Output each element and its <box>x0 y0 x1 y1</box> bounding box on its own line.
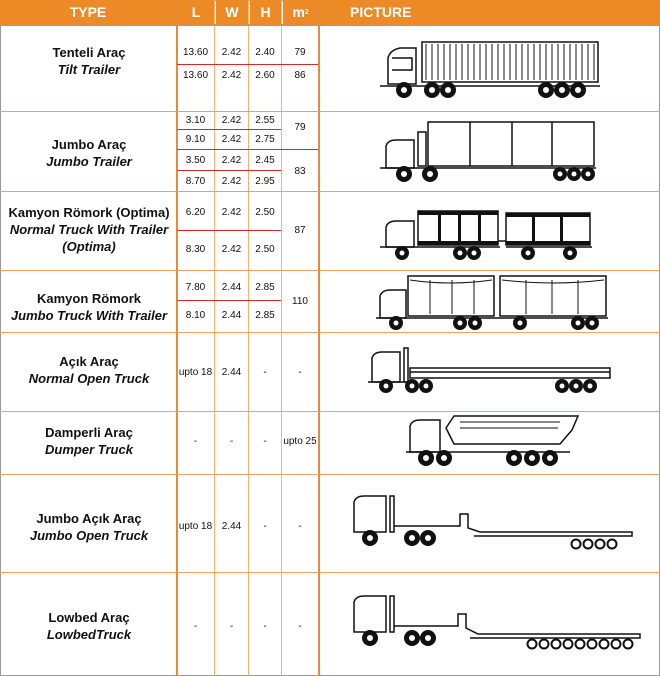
cell-l: 3.10 <box>185 114 206 126</box>
row-divider <box>0 270 660 271</box>
sub-divider <box>177 64 318 65</box>
cell-w: 2.42 <box>221 46 242 58</box>
cell-l: 13.60 <box>182 69 209 81</box>
truck-with-trailer-icon <box>320 199 660 265</box>
type-en-2: (Optima) <box>62 239 116 254</box>
cell-w: 2.42 <box>221 206 242 218</box>
cell-h: - <box>263 435 267 447</box>
cell-w: 2.42 <box>221 243 242 255</box>
sub-divider <box>177 170 281 171</box>
cell-m2: 79 <box>294 121 306 133</box>
row-type-truck-with-trailer <box>2 204 176 255</box>
cell-l: 3.50 <box>185 154 206 166</box>
header-m2-label: m <box>292 4 305 20</box>
cell-w: 2.42 <box>221 69 242 81</box>
col-divider <box>281 0 282 676</box>
col-divider <box>214 0 215 676</box>
header-h-label: H <box>260 4 271 20</box>
row-type-tilt-trailer <box>2 44 176 78</box>
header-l-label: L <box>191 4 201 20</box>
header-w <box>216 0 248 24</box>
open-truck-icon <box>320 342 660 404</box>
type-tr: Jumbo Açık Araç <box>36 511 142 526</box>
type-tr: Kamyon Römork (Optima) <box>8 205 170 220</box>
col-divider <box>176 0 178 676</box>
cell-l: 8.30 <box>185 243 206 255</box>
row-divider <box>0 191 660 192</box>
row-type-jumbo-truck-with-trailer <box>2 290 176 324</box>
cell-m2: 87 <box>294 224 306 236</box>
cell-h: 2.60 <box>255 69 275 81</box>
cell-h: 2.45 <box>255 154 275 166</box>
type-en: Jumbo Open Truck <box>29 528 149 543</box>
row-type-dumper-truck <box>2 424 176 458</box>
row-divider <box>0 111 660 112</box>
cell-l: 13.60 <box>182 46 209 58</box>
header-m2 <box>283 0 318 24</box>
cell-w: 2.42 <box>221 114 242 126</box>
cell-h: 2.50 <box>255 206 275 218</box>
cell-l: 8.10 <box>185 309 206 321</box>
row-divider <box>0 572 660 573</box>
type-en: Normal Truck With Trailer <box>9 222 169 237</box>
cell-l: 7.80 <box>185 281 206 293</box>
header-picture-label: PICTURE <box>350 4 412 20</box>
cell-m2: 110 <box>292 295 308 307</box>
cell-w: - <box>229 620 234 632</box>
sub-divider <box>177 149 318 150</box>
type-en: Normal Open Truck <box>28 371 150 386</box>
sub-divider <box>177 230 281 231</box>
type-en: Dumper Truck <box>45 442 133 457</box>
cell-w: 2.44 <box>221 366 242 378</box>
cell-m2: 83 <box>294 165 306 177</box>
col-divider <box>248 0 249 676</box>
header-type-label: TYPE <box>69 4 107 20</box>
sub-divider <box>177 129 281 130</box>
header-l <box>178 0 214 24</box>
cell-h: 2.75 <box>255 133 275 145</box>
cell-h: 2.95 <box>255 175 275 187</box>
row-type-open-truck <box>2 353 176 387</box>
cell-h: 2.40 <box>255 46 275 58</box>
cell-m2: 86 <box>294 69 306 81</box>
type-en: LowbedTruck <box>46 627 132 642</box>
cell-w: 2.44 <box>221 281 242 293</box>
cell-w: 2.42 <box>221 175 242 187</box>
jumbo-trailer-truck-icon <box>320 118 660 186</box>
sub-divider <box>177 300 281 301</box>
type-tr: Tenteli Araç <box>52 45 126 60</box>
cell-w: 2.42 <box>221 154 242 166</box>
row-type-lowbed-truck <box>2 609 176 643</box>
cell-l: 6.20 <box>185 206 206 218</box>
cell-h: 2.50 <box>255 243 275 255</box>
type-en: Tilt Trailer <box>57 62 121 77</box>
row-type-jumbo-trailer <box>2 136 176 170</box>
header-type <box>0 0 176 24</box>
row-divider <box>0 474 660 475</box>
tilt-trailer-truck-icon <box>320 36 660 100</box>
cell-h: - <box>263 520 267 532</box>
cell-m2: - <box>298 366 302 378</box>
cell-w: 2.42 <box>221 133 242 145</box>
cell-h: 2.85 <box>255 309 275 321</box>
jumbo-open-truck-icon <box>320 488 660 552</box>
header-m2-sup: 2 <box>304 8 309 16</box>
cell-l: upto 18 <box>178 366 213 378</box>
lowbed-truck-icon <box>320 590 660 656</box>
row-divider <box>0 332 660 333</box>
cell-w: - <box>229 435 234 447</box>
type-tr: Damperli Araç <box>45 425 133 440</box>
cell-w: 2.44 <box>221 309 242 321</box>
jumbo-truck-with-trailer-icon <box>320 272 660 332</box>
type-tr: Jumbo Araç <box>51 137 127 152</box>
header-picture <box>320 0 660 24</box>
cell-l: - <box>193 620 198 632</box>
cell-m2: upto 25 <box>283 435 317 447</box>
cell-l: upto 18 <box>178 520 213 532</box>
cell-h: - <box>263 366 267 378</box>
cell-l: - <box>193 435 198 447</box>
cell-l: 8.70 <box>185 175 206 187</box>
cell-m2: 79 <box>294 46 306 58</box>
row-type-jumbo-open-truck <box>2 510 176 544</box>
header-h <box>250 0 281 24</box>
header-w-label: W <box>225 4 239 20</box>
cell-m2: - <box>298 520 302 532</box>
type-tr: Kamyon Römork <box>36 291 142 306</box>
type-en: Jumbo Trailer <box>46 154 132 169</box>
row-divider <box>0 24 660 26</box>
type-tr: Açık Araç <box>59 354 119 369</box>
cell-l: 9.10 <box>185 133 206 145</box>
cell-h: - <box>263 620 267 632</box>
cell-h: 2.55 <box>255 114 275 126</box>
type-en: Jumbo Truck With Trailer <box>10 308 168 323</box>
cell-h: 2.85 <box>255 281 275 293</box>
dumper-truck-icon <box>320 412 660 472</box>
col-divider <box>318 0 320 676</box>
type-tr: Lowbed Araç <box>48 610 130 625</box>
cell-w: 2.44 <box>221 520 242 532</box>
cell-m2: - <box>298 620 302 632</box>
